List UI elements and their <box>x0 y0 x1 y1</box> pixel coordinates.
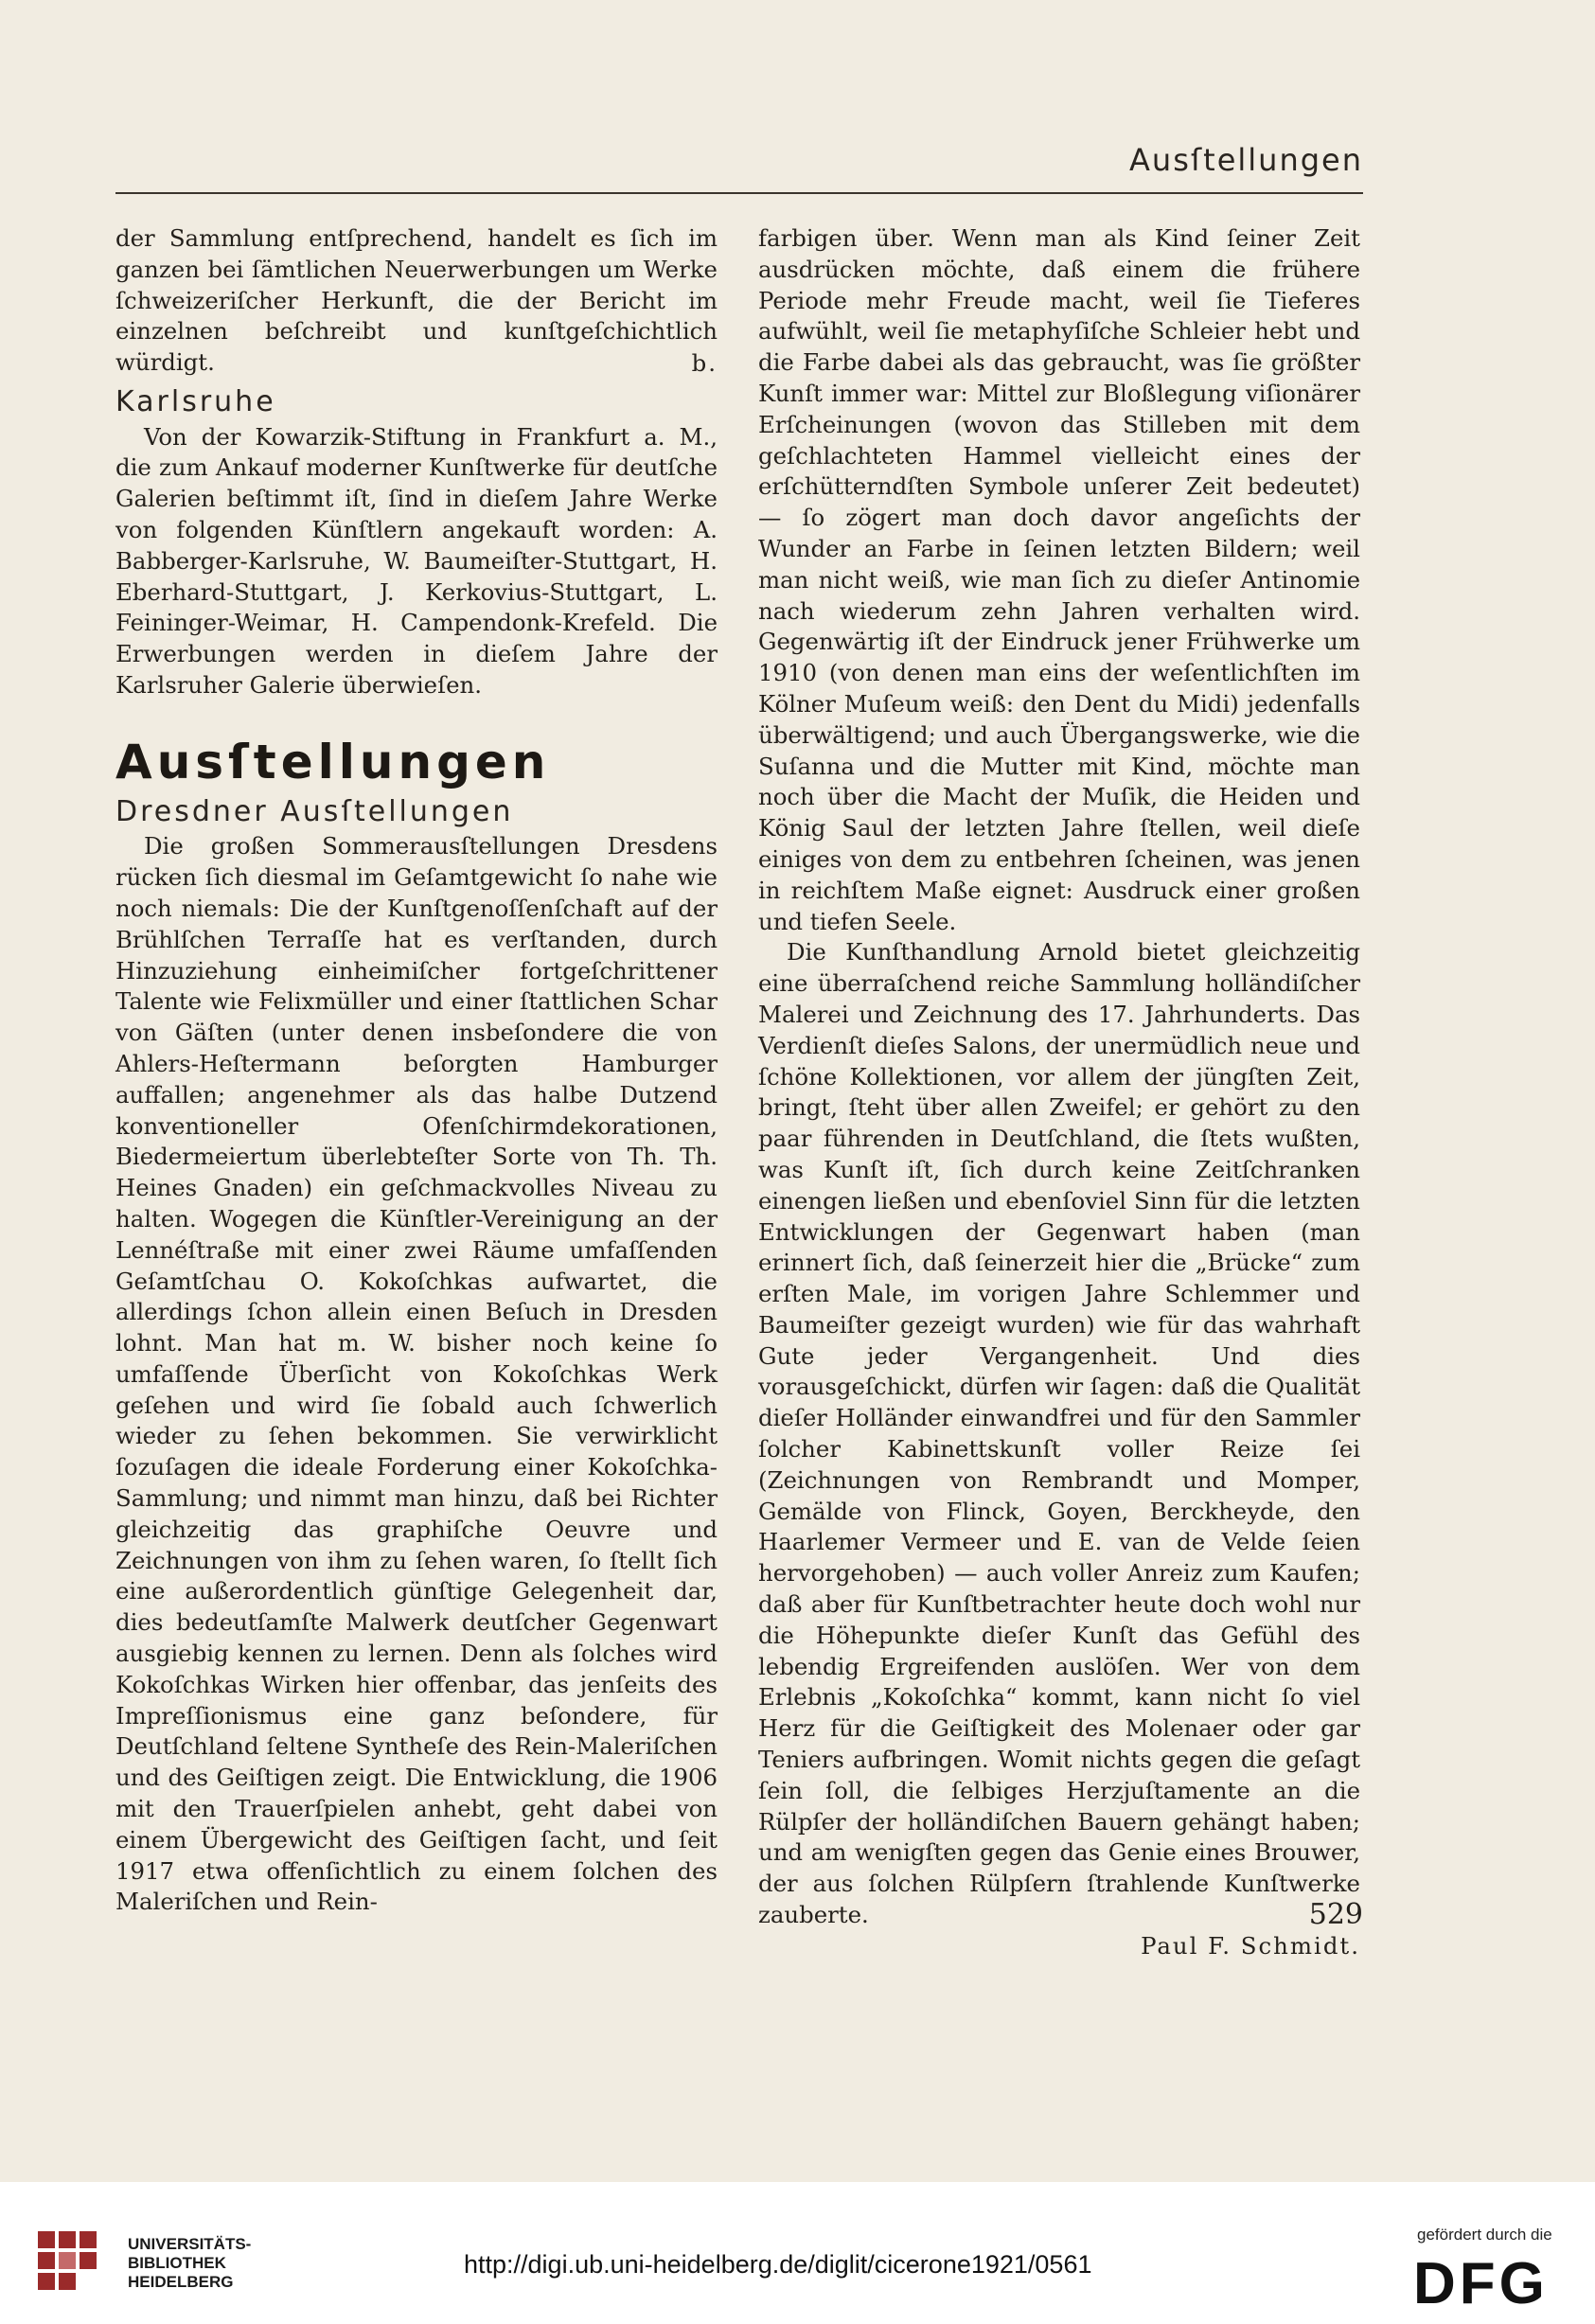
right-column <box>758 223 1360 1962</box>
left-paragraph-1-signature: b. <box>691 348 718 377</box>
left-paragraph-2: Von der Kowarzik-Stiftung in Frankfurt a. M., die zum Ankauf moderner Kunſtwerke für deutſche Galerien beſtimmt iſt, ſind in dieſem Jahre Werke von folgenden Künſtlern angekauft worden: A. Babberger-Karlsruhe, W. Baumeiſter-Stuttgart, H. Eberhard-Stuttgart, J. Kerkovius-Stuttgart, L. Feininger-Weimar, H. Campendonk-Krefeld. Die Erwerbungen werden in dieſem Jahre der Karlsruher Galerie überwieſen. <box>115 422 718 699</box>
right-paragraph-2: Die Kunſthandlung Arnold bietet gleichzeitig eine überraſchend reiche Sammlung holländiſcher Malerei und Zeichnung des 17. Jahrhunderts. Das Verdienſt dieſes Salons, der unermüdlich neue und ſchöne Kollektionen, vor allem der jüngſten Zeit, bringt, ſteht über allen Zweifel; er gehört zu den paar führenden in Deutſchland, die ſtets wußten, was Kunſt iſt, ſich durch keine Zeitſchranken einengen ließen und ebenſoviel Sinn für die letzten Entwicklungen der Gegenwart haben (man erinnert ſich, daß ſeinerzeit hier die „Brücke“ zum erſten Male, im vorigen Jahre Schlemmer und Baumeiſter gezeigt wurden) wie für das wahrhaft Gute jeder Vergangenheit. Und dies vorausgeſchickt, dürfen wir ſagen: daß die Qualität dieſer Holländer einwandfrei und für den Sammler ſolcher Kabinettskunſt voller Reize ſei (Zeichnungen von Rembrandt und Momper, Gemälde von Flinck, Goyen, Berckheyde, den Haarlemer Vermeer und E. van de Velde ſeien hervorgehoben) — auch voller Anreiz zum Kaufen; daß aber für Kunſtbetrachter heute doch wohl nur die Höhepunkte dieſer Kunſt das Gefühl des lebendig Ergreifenden auslöſen. Wer von dem Erlebnis „Kokoſchka“ kommt, kann nicht ſo viel Herz für die Geiſtigkeit des Molenaer oder gar Teniers aufbringen. Womit nichts gegen die geſagt ſein ſoll, die ſelbiges Herzjuſtamente an die Rülpſer der holländiſchen Bauern gehängt haben; und am wenigſten gegen das Genie eines Brouwer, der aus ſolchen Rülpſern ſtrahlende Kunſtwerke zauberte. <box>758 938 1360 1929</box>
institution-name: UNIVERSITÄTS- BIBLIOTHEK HEIDELBERG <box>128 2235 252 2291</box>
dfg-logo: DFG <box>1413 2251 1549 2316</box>
university-library-logo-icon <box>38 2231 115 2292</box>
left-paragraph-1: der Sammlung entſprechend, handelt es ſich im ganzen bei ſämtlichen Neuerwerbungen um Werke ſchweizeriſcher Herkunft, die der Bericht im einzelnen beſchreibt und kunſtgeſchichtlich würdigt. <box>115 224 718 377</box>
subheading-dresden: Dresdner Ausſtellungen <box>115 794 514 828</box>
left-paragraph-3: Die großen Sommerausſtellungen Dresdens rücken ſich diesmal im Geſamtgewicht ſo nahe wie noch niemals: Die der Kunſtgenoſſenſchaft auf der Brühlſchen Terraſſe hat es verſtanden, durch Hinzuziehung einheimiſcher fortgeſchrittener Talente wie Felixmüller und einer ſtattlichen Schar von Gäſten (unter denen insbeſondere die von Ahlers-Heſtermann beſorgten Hamburger auffallen; angenehmer als das halbe Dutzend konventioneller Ofenſchirmdekorationen, Biedermeiertum überlebteſter Sorte von Th. Th. Heines Gnaden) ein geſchmackvolles Niveau zu halten. Wogegen die Künſtler-Vereinigung an der Lennéſtraße mit einer zwei Räume umfaſſenden Geſamtſchau O. Kokoſchkas aufwartet, die allerdings ſchon allein einen Beſuch in Dresden lohnt. Man hat m. W. bisher noch keine ſo umfaſſende Überſicht von Kokoſchkas Werk geſehen und wird ſie ſobald auch ſchwerlich wieder zu ſehen bekommen. Sie verwirklicht ſozuſagen die ideale Forderung einer Kokoſchka-Sammlung; und nimmt man hinzu, daß bei Richter gleichzeitig das graphiſche Oeuvre und Zeichnungen von ihm zu ſehen waren, ſo ſtellt ſich eine außerordentlich günſtige Gelegenheit dar, dies bedeutſamſte Malwerk deutſcher Gegenwart ausgiebig kennen zu lernen. Denn als ſolches wird Kokoſchkas Wirken hier offenbar, das jenſeits des Impreſſionismus eine ganz beſondere, für Deutſchland ſeltene Syntheſe des Rein-Maleriſchen und des Geiſtigen zeigt. Die Entwicklung, die 1906 mit den Trauerſpielen anhebt, geht dabei von einem Übergewicht des Geiſtigen ſacht, und ſeit 1917 etwa offenſichtlich zu einem ſolchen des Maleriſchen und Rein- <box>115 832 718 1916</box>
karlsruhe-heading: Karlsruhe <box>115 384 276 418</box>
right-paragraph-1: farbigen über. Wenn man als Kind ſeiner Zeit ausdrücken möchte, daß einem die frühere Periode mehr Freude macht, weil ſie Tieferes aufwühlt, weil ſie metaphyſiſche Schleier hebt und die Farbe dabei als das gebraucht, was ſie größter Kunſt immer war: Mittel zur Bloßlegung viſionärer Erſcheinungen (wovon das Stilleben mit dem geſchlachteten Hammel vielleicht eines der erſchütterndſten Symbole unſerer Zeit bedeutet) — ſo zögert man doch davor angeſichts der Wunder an Farbe in ſeinen letzten Bildern; weil man nicht weiß, wie man ſich zu dieſer Antinomie nach wiederum zehn Jahren verhalten wird. Gegenwärtig iſt der Eindruck jener Frühwerke um 1910 (von denen man eins der weſentlichſten im Kölner Muſeum weiß: den Dent du Midi) jedenfalls überwältigend; und auch Übergangswerke, wie die Suſanna und die Mutter mit Kind, möchte man noch über die Macht der Muſik, die Heiden und König Saul der letzten Jahre ſtellen, weil dieſe einiges von dem zu entbehren ſcheinen, was jenen in reichſtem Maße eignet: Ausdruck einer großen und tiefen Seele. <box>758 224 1360 935</box>
page-number: 529 <box>1308 1898 1363 1931</box>
permalink-url[interactable]: http://digi.ub.uni-heidelberg.de/diglit/cicerone1921/0561 <box>464 2250 1092 2279</box>
running-title: Ausſtellungen <box>1129 142 1363 178</box>
header-rule <box>115 192 1363 194</box>
footer-bar <box>0 2182 1595 2324</box>
funded-by-label: gefördert durch die <box>1417 2226 1552 2244</box>
left-column <box>115 223 718 1918</box>
section-heading: Ausſtellungen <box>115 734 551 789</box>
author-signature: Paul F. Schmidt. <box>1141 1931 1360 1960</box>
